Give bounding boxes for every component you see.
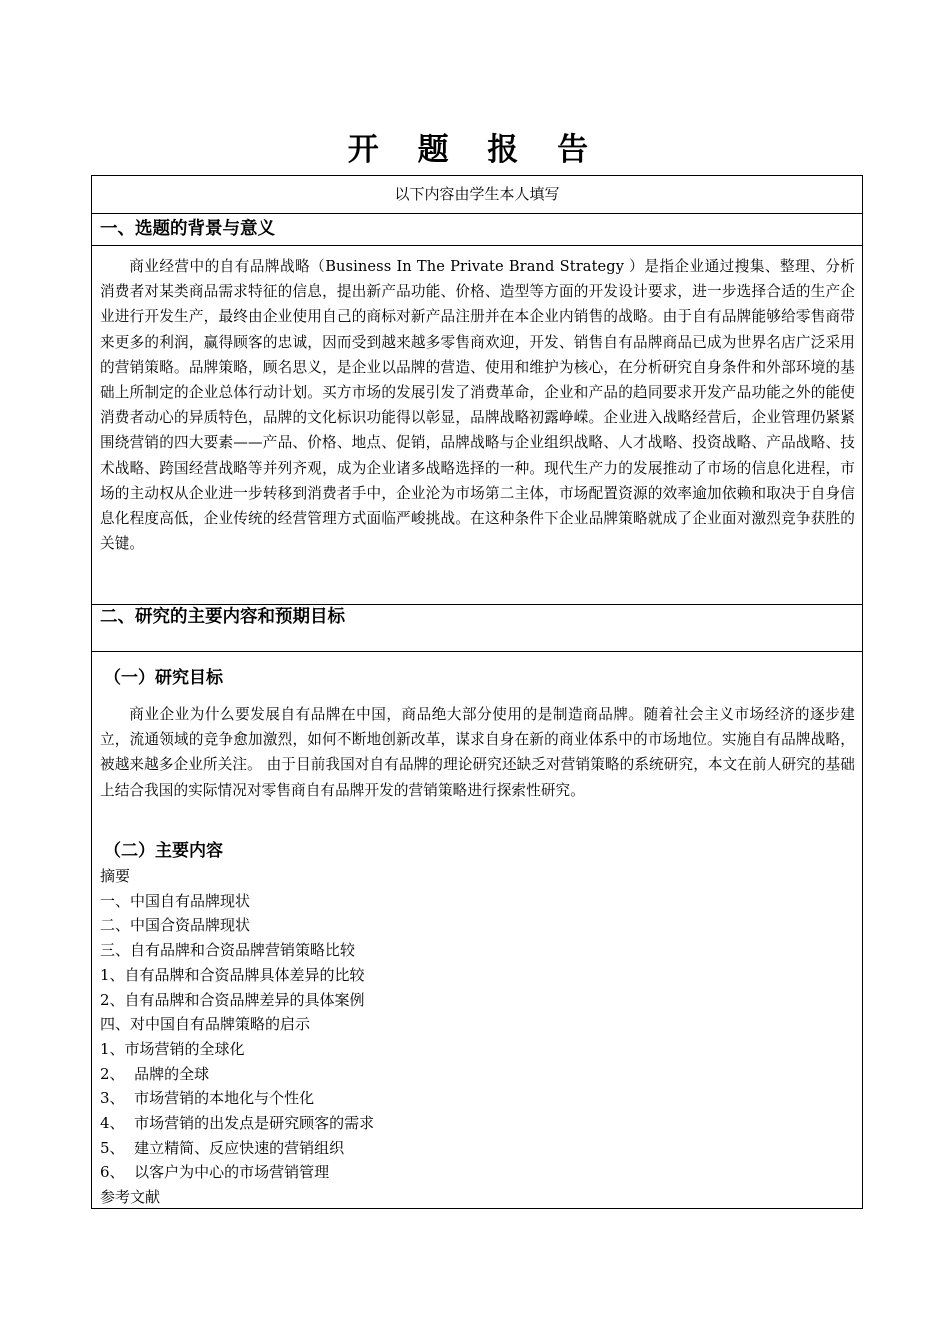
outline-item: 1、市场营销的全球化 (100, 1039, 245, 1058)
outline-item: 4、 市场营销的出发点是研究顾客的需求 (100, 1114, 375, 1133)
section1-heading: 一、选题的背景与意义 (100, 219, 275, 239)
outline-item: 5、 建立精简、反应快速的营销组织 (100, 1138, 345, 1157)
section1-paragraph: 商业经营中的自有品牌战略（Business In The Private Brand Strategy ）是指企业通过搜集、整理、分析消费者对某类商品需求特征的信息，提出新产品功能、价格、造型等方面的开发设计要求，进一步选择合适的生产企业进行开发生产，最终由企业使用自己的商标对新产品注册并在本企业内销售的战略。由于自有品牌能够给零售商带来更多的利润，赢得顾客的忠诚，因而受到越来越多零售商欢迎，开发、销售自有品牌商品已成为世界名店广泛采用的营销策略。品牌策略，顾名思义，是企业以品牌的营造、使用和维护为核心，在分析研究自身条件和外部环境的基础上所制定的企业总体行动计划。买方市场的发展引发了消费革命，企业和产品的趋同要求开发产品功能之外的能使消费者动心的异质特色，品牌的文化标识功能得以彰显，品牌战略初露峥嵘。企业进入战略经营后，企业管理仍紧紧围绕营销的四大要素——产品、价格、地点、促销，品牌战略与企业组织战略、人才战略、投资战略、产品战略、技术战略、跨国经营战略等并列齐观，成为企业诸多战略选择的一种。现代生产力的发展推动了市场的信息化进程，市场的主动权从企业进一步转移到消费者手中，企业沦为市场第二主体，市场配置资源的效率逾加依赖和取决于自身信息化程度高低，企业传统的经营管理方式面临严峻挑战。在这种条件下企业品牌策略就成了企业面对激烈竞争获胜的关键。 (100, 258, 855, 553)
divider (92, 651, 862, 652)
divider (92, 213, 862, 214)
outline-item: 摘要 (100, 867, 131, 885)
outline-item: 参考文献 (100, 1188, 161, 1207)
outline-item: 1、自有品牌和合资品牌具体差异的比较 (100, 965, 365, 984)
research-goal-heading: （一）研究目标 (104, 668, 223, 688)
outline-item: 二、中国合资品牌现状 (100, 916, 251, 935)
outline-item: 2、 品牌的全球 (100, 1064, 210, 1083)
document-title: 开 题 报 告 (347, 132, 603, 168)
outline-item: 一、中国自有品牌现状 (100, 891, 251, 910)
divider (92, 245, 862, 246)
outline-item: 2、自有品牌和合资品牌差异的具体案例 (100, 990, 365, 1009)
outline-item: 6、 以客户为中心的市场营销管理 (100, 1163, 330, 1182)
outline-item: 四、对中国自有品牌策略的启示 (100, 1015, 311, 1034)
main-content-heading: （二）主要内容 (104, 841, 223, 861)
instruction-text: 以下内容由学生本人填写 (394, 185, 560, 203)
report-form-table (91, 175, 863, 1209)
outline-item: 三、自有品牌和合资品牌营销策略比较 (100, 941, 356, 960)
research-goal-paragraph: 商业企业为什么要发展自有品牌在中国，商品绝大部分使用的是制造商品牌。随着社会主义市场经济的逐步建立，流通领域的竞争愈加激烈，如何不断地创新改革，谋求自身在新的商业体系中的市场地位。实施自有品牌战略，被越来越多企业所关注。 由于目前我国对自有品牌的理论研究还缺乏对营销策略的系统研究，本文在前人研究的基础上结合我国的实际情况对零售商自有品牌开发的营销策略进行探索性研究。 (100, 706, 855, 799)
section2-heading: 二、研究的主要内容和预期目标 (100, 607, 345, 627)
outline-list (92, 864, 862, 1210)
outline-item: 3、 市场营销的本地化与个性化 (100, 1089, 315, 1108)
